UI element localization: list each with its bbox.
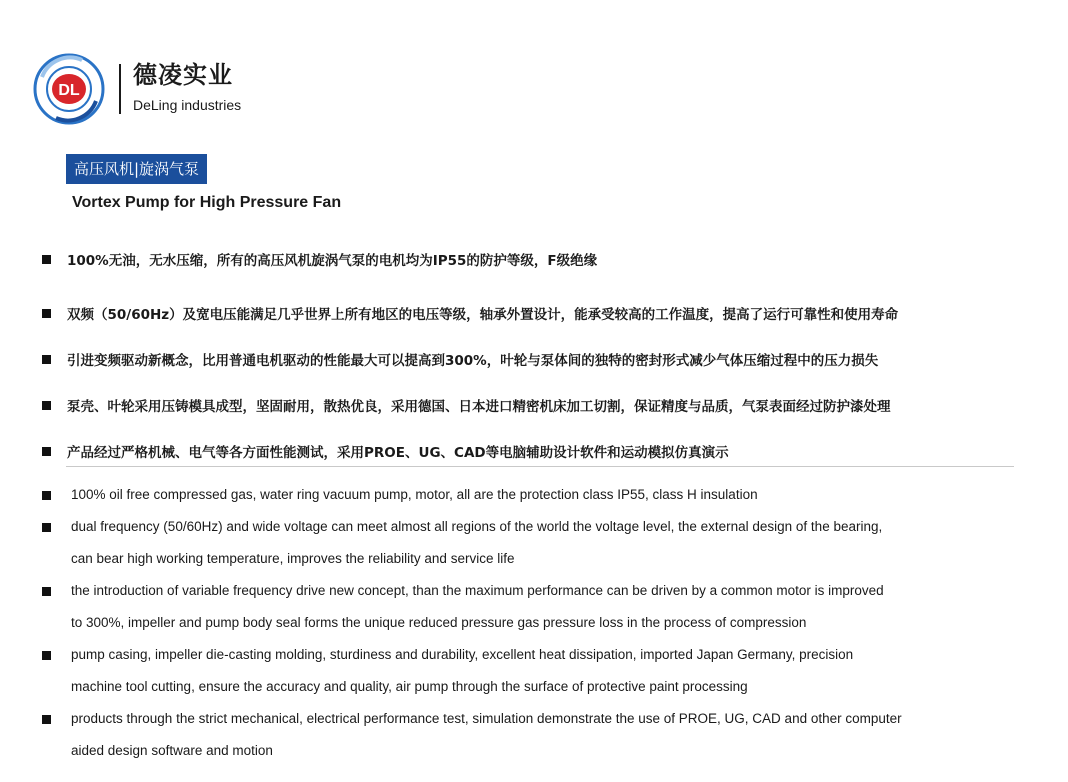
section-divider: [66, 466, 1014, 467]
bullet-icon: [42, 491, 51, 500]
en-feature-item: [42, 644, 1032, 698]
section-title-en: Vortex Pump for High Pressure Fan: [72, 194, 342, 211]
logo-mark-text: DL: [58, 82, 80, 99]
en-feature-item: [42, 484, 1032, 506]
brand-name-en: DeLing industries: [133, 97, 242, 113]
brand-name-cn: 德凌实业: [133, 61, 233, 89]
bullet-icon: [42, 309, 51, 318]
bullet-icon: [42, 255, 51, 264]
bullet-icon: [42, 401, 51, 410]
en-feature-line: the introduction of variable frequency drive new concept, than the maximum performance can be driven by a common motor is improved: [71, 583, 884, 598]
en-feature-line: to 300%, impeller and pump body seal forms the unique reduced pressure gas pressure loss in the process of compression: [71, 615, 807, 630]
bullet-icon: [42, 587, 51, 596]
en-feature-text: [71, 516, 882, 570]
en-feature-line: dual frequency (50/60Hz) and wide voltage can meet almost all regions of the world the voltage level, the external design of the bearing,: [71, 519, 883, 534]
cn-feature-list: [42, 244, 1032, 474]
en-feature-line: 100% oil free compressed gas, water ring vacuum pump, motor, all are the protection class IP55, class H insulation: [71, 487, 758, 502]
brand-divider: [119, 64, 121, 114]
cn-feature-text: 双频（50/60Hz）及宽电压能满足几乎世界上所有地区的电压等级，轴承外置设计，能承受较高的工作温度，提高了运行可靠性和使用寿命: [67, 307, 899, 323]
en-feature-line: can bear high working temperature, improves the reliability and service life: [71, 551, 515, 566]
en-feature-text: [71, 644, 853, 698]
cn-feature-item: [42, 382, 1032, 428]
en-feature-text: [71, 484, 758, 506]
bullet-icon: [42, 651, 51, 660]
cn-feature-item: [42, 428, 1032, 474]
bullet-icon: [42, 355, 51, 364]
bullet-icon: [42, 715, 51, 724]
en-feature-text: [71, 708, 902, 762]
cn-feature-item: [42, 244, 1032, 274]
en-feature-line: aided design software and motion: [71, 743, 273, 758]
cn-feature-text: 100%无油，无水压缩，所有的高压风机旋涡气泵的电机均为IP55的防护等级，F级绝缘: [67, 253, 598, 269]
en-feature-line: machine tool cutting, ensure the accuracy and quality, air pump through the surface of protective paint processing: [71, 679, 748, 694]
company-logo: [32, 52, 106, 126]
en-feature-item: [42, 516, 1032, 570]
cn-feature-text: 引进变频驱动新概念，比用普通电机驱动的性能最大可以提高到300%，叶轮与泵体间的独特的密封形式减少气体压缩过程中的压力损失: [67, 353, 879, 369]
en-feature-item: [42, 580, 1032, 634]
bullet-icon: [42, 447, 51, 456]
section-title-cn: 高压风机|旋涡气泵: [66, 154, 207, 184]
cn-feature-text: 泵壳、叶轮采用压铸模具成型，坚固耐用，散热优良，采用德国、日本进口精密机床加工切割，保证精度与品质，气泵表面经过防护漆处理: [67, 399, 891, 415]
cn-feature-item: [42, 336, 1032, 382]
en-feature-line: products through the strict mechanical, electrical performance test, simulation demonstrate the use of PROE, UG, CAD and other computer: [71, 711, 902, 726]
en-feature-item: [42, 708, 1032, 762]
cn-feature-item: [42, 290, 1032, 336]
bullet-icon: [42, 523, 51, 532]
en-feature-line: pump casing, impeller die-casting molding, sturdiness and durability, excellent heat dissipation, imported Japan Germany, precision: [71, 647, 854, 662]
en-feature-list: [42, 484, 1032, 772]
en-feature-text: [71, 580, 884, 634]
cn-feature-text: 产品经过严格机械、电气等各方面性能测试，采用PROE、UG、CAD等电脑辅助设计软件和运动模拟仿真演示: [67, 445, 729, 461]
